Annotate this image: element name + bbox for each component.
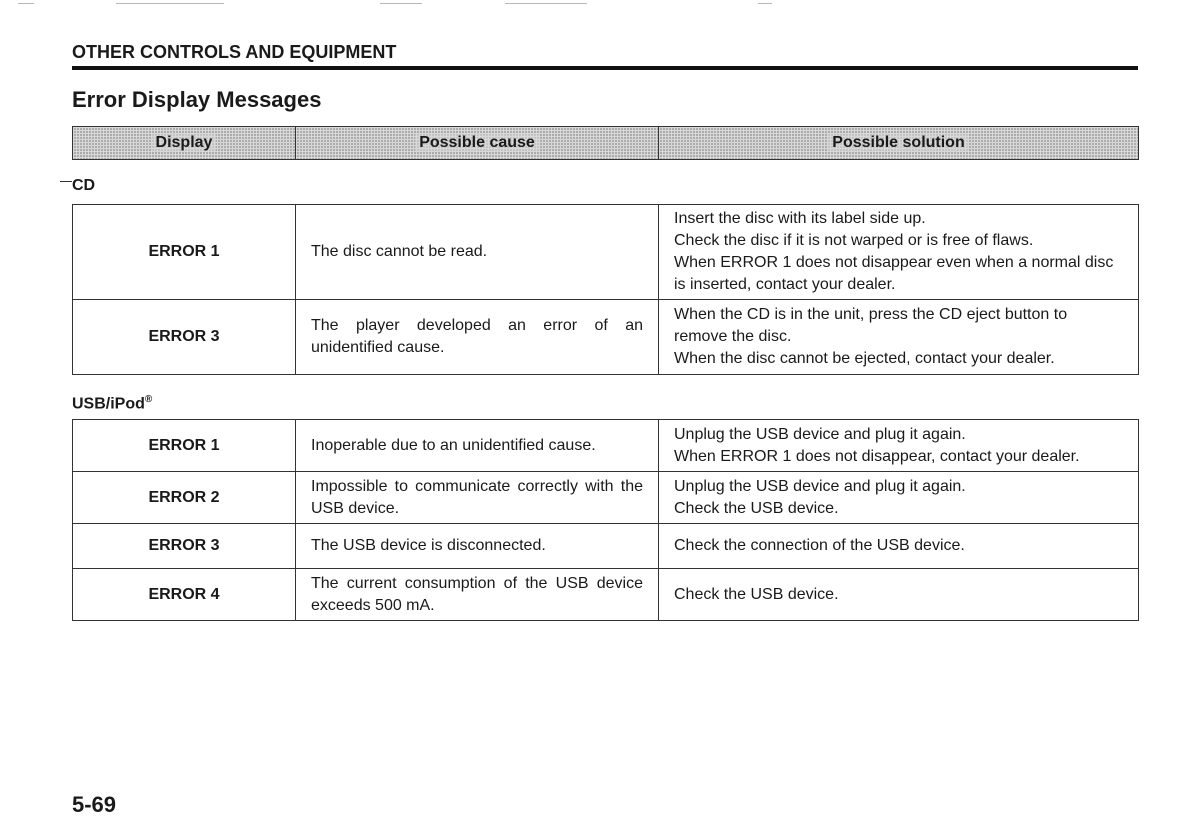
display-cell: ERROR 4 [73, 569, 296, 621]
solution-line: Check the USB device. [674, 499, 839, 517]
column-header-display: Display [73, 127, 296, 160]
group-label-cd: CD [72, 177, 96, 194]
display-cell: ERROR 1 [73, 420, 296, 472]
solution-cell [659, 524, 1139, 569]
section-header: OTHER CONTROLS AND EQUIPMENT [72, 40, 1138, 70]
solution-line: Unplug the USB device and plug it again. [674, 425, 966, 443]
display-cell: ERROR 2 [73, 472, 296, 524]
column-header-solution: Possible solution [659, 127, 1139, 160]
cause-cell: The USB device is disconnected. [296, 524, 659, 569]
table-row [73, 524, 1139, 569]
table-row [73, 300, 1139, 375]
page-number: 5-69 [72, 792, 117, 817]
solution-cell [659, 472, 1139, 524]
solution-line: Insert the disc with its label side up. [674, 210, 926, 227]
page-title: Error Display Messages [72, 87, 322, 112]
solution-line: When the disc cannot be ejected, contact your dealer. [674, 350, 1055, 367]
cause-cell: The player developed an error of an unidentified cause. [296, 300, 659, 375]
group-label-usb: USB/iPod® [72, 394, 153, 413]
solution-line: When ERROR 1 does not disappear, contact your dealer. [674, 447, 1080, 465]
scan-artifacts [0, 3, 1200, 7]
display-cell: ERROR 3 [73, 524, 296, 569]
cause-cell: The current consumption of the USB device exceeds 500 mA. [296, 569, 659, 621]
column-header-cause: Possible cause [296, 127, 659, 160]
solution-line: Check the connection of the USB device. [674, 537, 965, 554]
solution-cell [659, 205, 1139, 300]
solution-cell [659, 300, 1139, 375]
table-row [73, 205, 1139, 300]
table-row [73, 569, 1139, 621]
cause-cell: The disc cannot be read. [296, 205, 659, 300]
group-marker [60, 181, 72, 182]
column-header-row [73, 127, 1139, 160]
registered-mark: ® [144, 394, 153, 405]
usb-error-table [72, 419, 1139, 621]
solution-line: Check the disc if it is not warped or is free of flaws. [674, 232, 1034, 249]
table-row [73, 472, 1139, 524]
cd-error-table [72, 204, 1139, 375]
table-row [73, 420, 1139, 472]
solution-line: When ERROR 1 does not disappear even when a normal disc is inserted, contact your dealer. [674, 254, 1114, 293]
solution-cell [659, 420, 1139, 472]
column-header-table [72, 126, 1139, 160]
solution-line: Check the USB device. [674, 585, 839, 603]
display-cell: ERROR 1 [73, 205, 296, 300]
solution-cell [659, 569, 1139, 621]
solution-line: When the CD is in the unit, press the CD eject button to remove the disc. [674, 306, 1068, 345]
cause-cell: Impossible to communicate correctly with the USB device. [296, 472, 659, 524]
cause-cell: Inoperable due to an unidentified cause. [296, 420, 659, 472]
display-cell: ERROR 3 [73, 300, 296, 375]
solution-line: Unplug the USB device and plug it again. [674, 477, 966, 495]
